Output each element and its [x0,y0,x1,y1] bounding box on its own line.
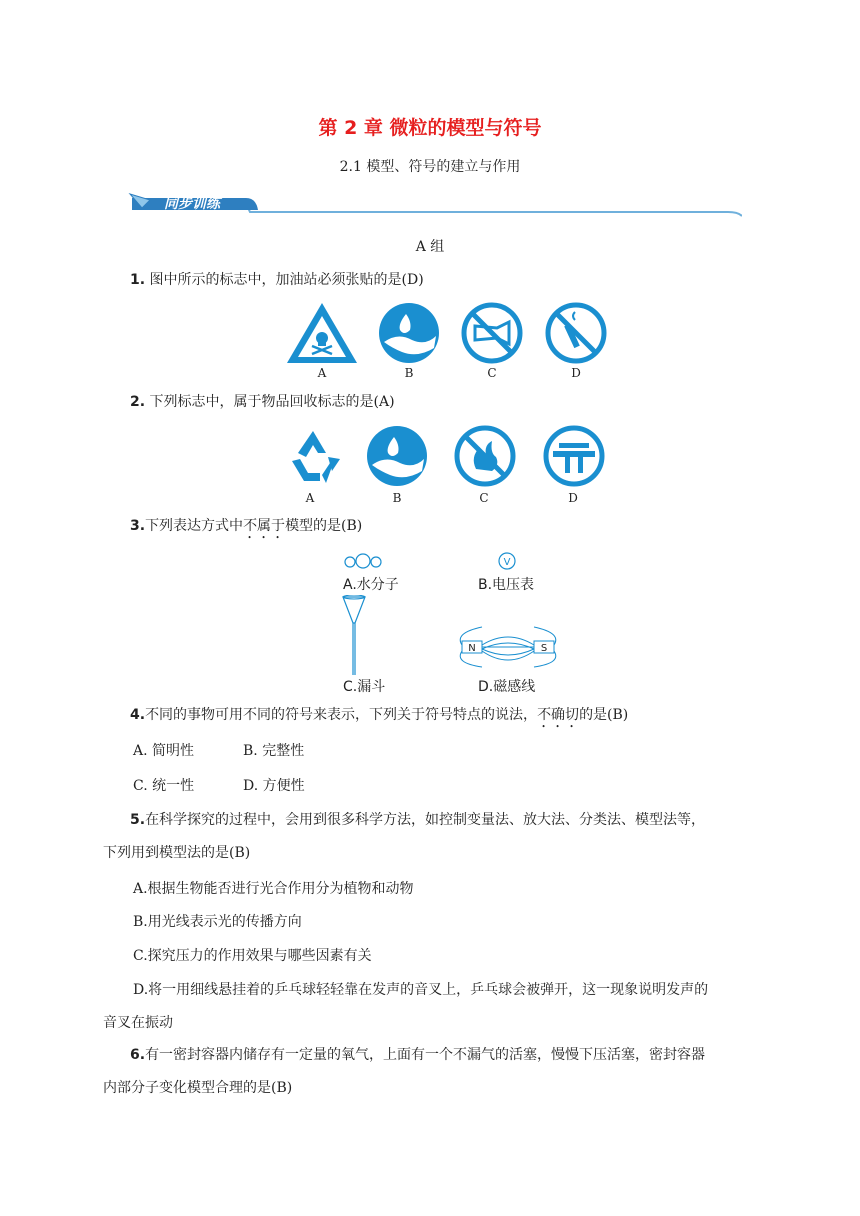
option-d: D.将一用细线悬挂着的乒乓球轻轻靠在发声的音叉上，乒乓球会被弹开，这一现象说明发声的 [133,982,709,998]
question-number: 4. [130,707,146,723]
water-saving-sign-icon [366,425,428,487]
figure-label-b: B.电压表 [478,577,535,593]
sign-label-c: C [479,491,489,505]
station-logo-sign-icon [543,425,605,487]
water-molecule-model-icon [343,553,383,569]
recycling-sign-icon [282,425,344,487]
question-3 [130,516,362,542]
option-d-continued: 音叉在振动 [103,1015,173,1031]
chapter-title: 第 2 章 微粒的模型与符号 [318,117,542,139]
question-2 [130,392,395,412]
question-number: 3. [130,518,146,534]
question-text: 下列标志中，属于物品回收标志的是(A) [149,394,395,410]
option-a: A.根据生物能否进行光合作用分为植物和动物 [133,881,414,897]
magnet-north-label: N [468,643,476,654]
toxic-warning-sign-icon [285,300,359,366]
voltmeter-symbol-icon [497,551,517,571]
question-4 [130,705,628,731]
question-5-continued: 下列用到模型法的是(B) [103,845,251,861]
sign-label-d: D [568,491,578,505]
option-b: B. 完整性 [243,743,305,759]
figure-label-d: D.磁感线 [478,679,536,695]
figure-label-a: A.水分子 [343,577,399,593]
question-1 [130,270,424,290]
magnetic-field-lines-icon [456,623,560,671]
option-b: B.用光线表示光的传播方向 [133,914,302,930]
question-text: 有一密封容器内储存有一定量的氧气，上面有一个不漏气的活塞，慢慢下压活塞，密封容器 [145,1047,706,1063]
question-text: 在科学探究的过程中，会用到很多科学方法，如控制变量法、放大法、分类法、模型法等， [145,812,706,828]
banner-label: 同步训练 [164,196,220,212]
question-6-continued: 内部分子变化模型合理的是(B) [103,1080,293,1096]
question-number: 6. [130,1047,146,1063]
no-honking-sign-icon [461,302,523,364]
sign-label-a: A [305,491,315,505]
sign-label-b: B [404,366,414,380]
water-saving-sign-icon [378,302,440,364]
sign-label-a: A [317,366,327,380]
question-text: 图中所示的标志中，加油站必须张贴的是(D) [149,272,424,288]
question-text: 模型的是(B) [285,518,363,534]
question-text: 下列表达方式中 [145,518,244,534]
question-text: 不同的事物可用不同的符号来表示，下列关于符号特点的说法， [145,707,538,723]
group-heading: A 组 [415,239,445,255]
question-number: 2. [130,394,146,410]
no-fire-sign-icon [454,425,516,487]
section-title: 2.1 模型、符号的建立与作用 [339,159,521,175]
option-c: C.探究压力的作用效果与哪些因素有关 [133,948,372,964]
sign-label-d: D [571,366,581,380]
emphasis-text: 不确切 [537,707,580,723]
question-text: 的是(B) [579,707,629,723]
sign-label-c: C [487,366,497,380]
sync-training-banner [128,190,742,218]
option-c: C. 统一性 [133,778,195,794]
option-a: A. 简明性 [133,743,195,759]
question-number: 5. [130,812,146,828]
funnel-icon [342,595,366,677]
no-smoking-sign-icon [545,302,607,364]
magnet-south-label: S [540,643,548,654]
emphasis-text: 不属于 [243,518,286,534]
voltmeter-letter: V [503,557,511,568]
option-d: D. 方便性 [243,778,305,794]
figure-label-c: C.漏斗 [343,679,386,695]
question-5 [130,810,705,830]
question-number: 1. [130,272,146,288]
question-6 [130,1045,705,1065]
sign-label-b: B [392,491,402,505]
